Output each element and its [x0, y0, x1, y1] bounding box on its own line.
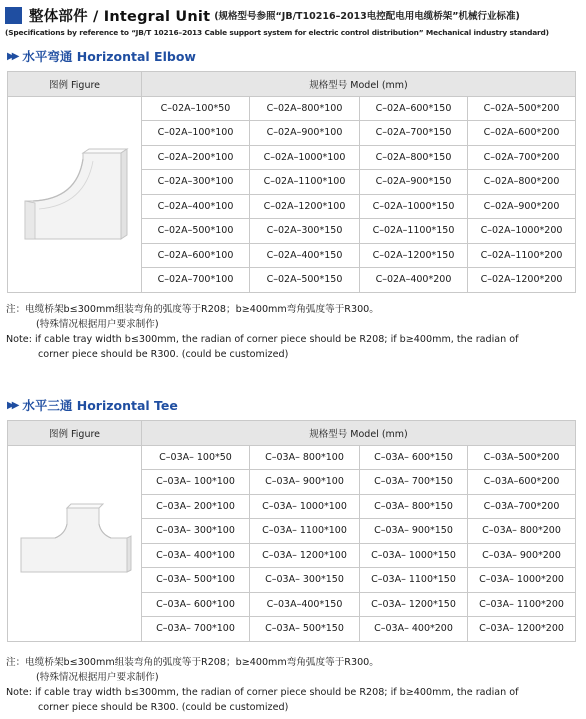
table-row — [8, 96, 576, 121]
model-cell: C–03A– 700*150 — [360, 470, 468, 495]
section-title — [7, 47, 575, 65]
figure-cell — [8, 445, 142, 641]
model-cell: C–02A–600*200 — [468, 121, 576, 146]
model-cell: C–02A–1200*100 — [250, 194, 360, 219]
model-cell: C–03A– 800*100 — [250, 445, 360, 470]
model-cell: C–03A– 200*100 — [142, 494, 250, 519]
elbow-note — [6, 302, 580, 362]
page-subtitle: (规格型号参照“JB/T10216–2013电控配电用电缆桥架”机械行业标准) — [214, 11, 520, 22]
model-cell: C–03A– 300*150 — [250, 568, 360, 593]
model-cell: C–03A– 600*150 — [360, 445, 468, 470]
model-cell: C–02A–700*150 — [360, 121, 468, 146]
note-cn-custom: (特殊情况根据用户要求制作) — [36, 319, 159, 330]
section-heading: 水平三通 Horizontal Tee — [22, 398, 178, 413]
model-cell: C–02A–1100*100 — [250, 170, 360, 195]
note-cn: 注：电缆桥架b≤300mm组装弯角的弧度等于R208；b≥400mm弯角弧度等于R300。 — [6, 657, 379, 668]
model-cell: C–03A– 1100*150 — [360, 568, 468, 593]
figure-header: 图例 Figure — [8, 72, 142, 97]
page-header — [5, 4, 583, 37]
model-cell: C–02A–300*150 — [250, 219, 360, 244]
model-cell: C–03A– 700*100 — [142, 617, 250, 642]
square-bullet-icon — [5, 7, 22, 24]
model-cell: C–03A– 100*50 — [142, 445, 250, 470]
model-cell: C–02A–1100*150 — [360, 219, 468, 244]
model-cell: C–03A–400*150 — [250, 592, 360, 617]
model-cell: C–02A–800*100 — [250, 96, 360, 121]
model-cell: C–02A–900*100 — [250, 121, 360, 146]
model-cell: C–03A– 900*100 — [250, 470, 360, 495]
model-cell: C–02A–100*50 — [142, 96, 250, 121]
model-cell: C–02A–100*100 — [142, 121, 250, 146]
note-en: Note: if cable tray width b≤300mm, the radian of corner piece should be R208; if b≥400mm, the radian of — [6, 687, 519, 698]
table-row — [8, 445, 576, 470]
model-cell: C–03A– 600*100 — [142, 592, 250, 617]
model-cell: C–02A–600*100 — [142, 243, 250, 268]
model-cell: C–02A–900*150 — [360, 170, 468, 195]
note-cn: 注：电缆桥架b≤300mm组装弯角的弧度等于R208；b≥400mm弯角弧度等于R300。 — [6, 304, 379, 315]
model-cell: C–02A–500*200 — [468, 96, 576, 121]
double-arrow-icon: ▶▶ — [7, 399, 17, 411]
section-title — [7, 396, 575, 414]
note-en-cont: corner piece should be R300. (could be customized) — [38, 702, 289, 713]
title-row — [5, 4, 583, 26]
model-cell: C–02A–1100*200 — [468, 243, 576, 268]
model-cell: C–03A– 900*150 — [360, 519, 468, 544]
model-cell: C–02A–400*100 — [142, 194, 250, 219]
model-cell: C–02A–1000*100 — [250, 145, 360, 170]
model-cell: C–03A– 100*100 — [142, 470, 250, 495]
model-cell: C–03A–600*200 — [468, 470, 576, 495]
model-cell: C–02A–1000*150 — [360, 194, 468, 219]
elbow-figure-image — [19, 143, 131, 243]
model-cell: C–03A– 400*100 — [142, 543, 250, 568]
note-cn-custom: (特殊情况根据用户要求制作) — [36, 672, 159, 683]
tee-spec-table — [7, 420, 576, 642]
model-cell: C–03A– 1200*100 — [250, 543, 360, 568]
model-cell: C–02A–800*200 — [468, 170, 576, 195]
model-cell: C–02A–300*100 — [142, 170, 250, 195]
model-cell: C–02A–1200*150 — [360, 243, 468, 268]
tee-note — [6, 655, 580, 715]
model-header: 规格型号 Model (mm) — [142, 421, 576, 446]
page-subtitle-en: (Specifications by reference to “JB/T 10216–2013 Cable support system for electric control distribution” Mechanical industry standard) — [5, 28, 549, 37]
model-cell: C–02A–700*200 — [468, 145, 576, 170]
model-cell: C–03A– 1000*100 — [250, 494, 360, 519]
model-cell: C–03A– 400*200 — [360, 617, 468, 642]
elbow-section — [7, 47, 575, 293]
model-cell: C–03A– 1200*200 — [468, 617, 576, 642]
model-cell: C–03A– 1000*150 — [360, 543, 468, 568]
model-cell: C–03A– 500*100 — [142, 568, 250, 593]
model-cell: C–02A–1000*200 — [468, 219, 576, 244]
model-cell: C–03A– 1200*150 — [360, 592, 468, 617]
model-cell: C–02A–400*150 — [250, 243, 360, 268]
model-cell: C–03A– 1100*100 — [250, 519, 360, 544]
model-cell: C–03A– 500*150 — [250, 617, 360, 642]
model-cell: C–02A–400*200 — [360, 268, 468, 293]
model-cell: C–03A– 1100*200 — [468, 592, 576, 617]
figure-cell — [8, 96, 142, 292]
model-cell: C–03A– 800*200 — [468, 519, 576, 544]
double-arrow-icon: ▶▶ — [7, 50, 17, 62]
page-title: 整体部件 / Integral Unit — [29, 8, 211, 25]
elbow-spec-table — [7, 71, 576, 293]
model-cell: C–03A– 900*200 — [468, 543, 576, 568]
note-en-cont: corner piece should be R300. (could be customized) — [38, 349, 289, 360]
figure-header: 图例 Figure — [8, 421, 142, 446]
model-cell: C–02A–800*150 — [360, 145, 468, 170]
model-cell: C–02A–1200*200 — [468, 268, 576, 293]
tee-figure-image — [15, 494, 135, 590]
model-cell: C–02A–900*200 — [468, 194, 576, 219]
model-header: 规格型号 Model (mm) — [142, 72, 576, 97]
model-cell: C–02A–500*100 — [142, 219, 250, 244]
note-en: Note: if cable tray width b≤300mm, the radian of corner piece should be R208; if b≥400mm, the radian of — [6, 334, 519, 345]
model-cell: C–03A–500*200 — [468, 445, 576, 470]
model-cell: C–02A–700*100 — [142, 268, 250, 293]
model-cell: C–02A–200*100 — [142, 145, 250, 170]
model-cell: C–02A–500*150 — [250, 268, 360, 293]
model-cell: C–02A–600*150 — [360, 96, 468, 121]
model-cell: C–03A– 800*150 — [360, 494, 468, 519]
model-cell: C–03A– 1000*200 — [468, 568, 576, 593]
tee-section — [7, 396, 575, 642]
model-cell: C–03A– 300*100 — [142, 519, 250, 544]
section-heading: 水平弯通 Horizontal Elbow — [22, 49, 196, 64]
model-cell: C–03A–700*200 — [468, 494, 576, 519]
